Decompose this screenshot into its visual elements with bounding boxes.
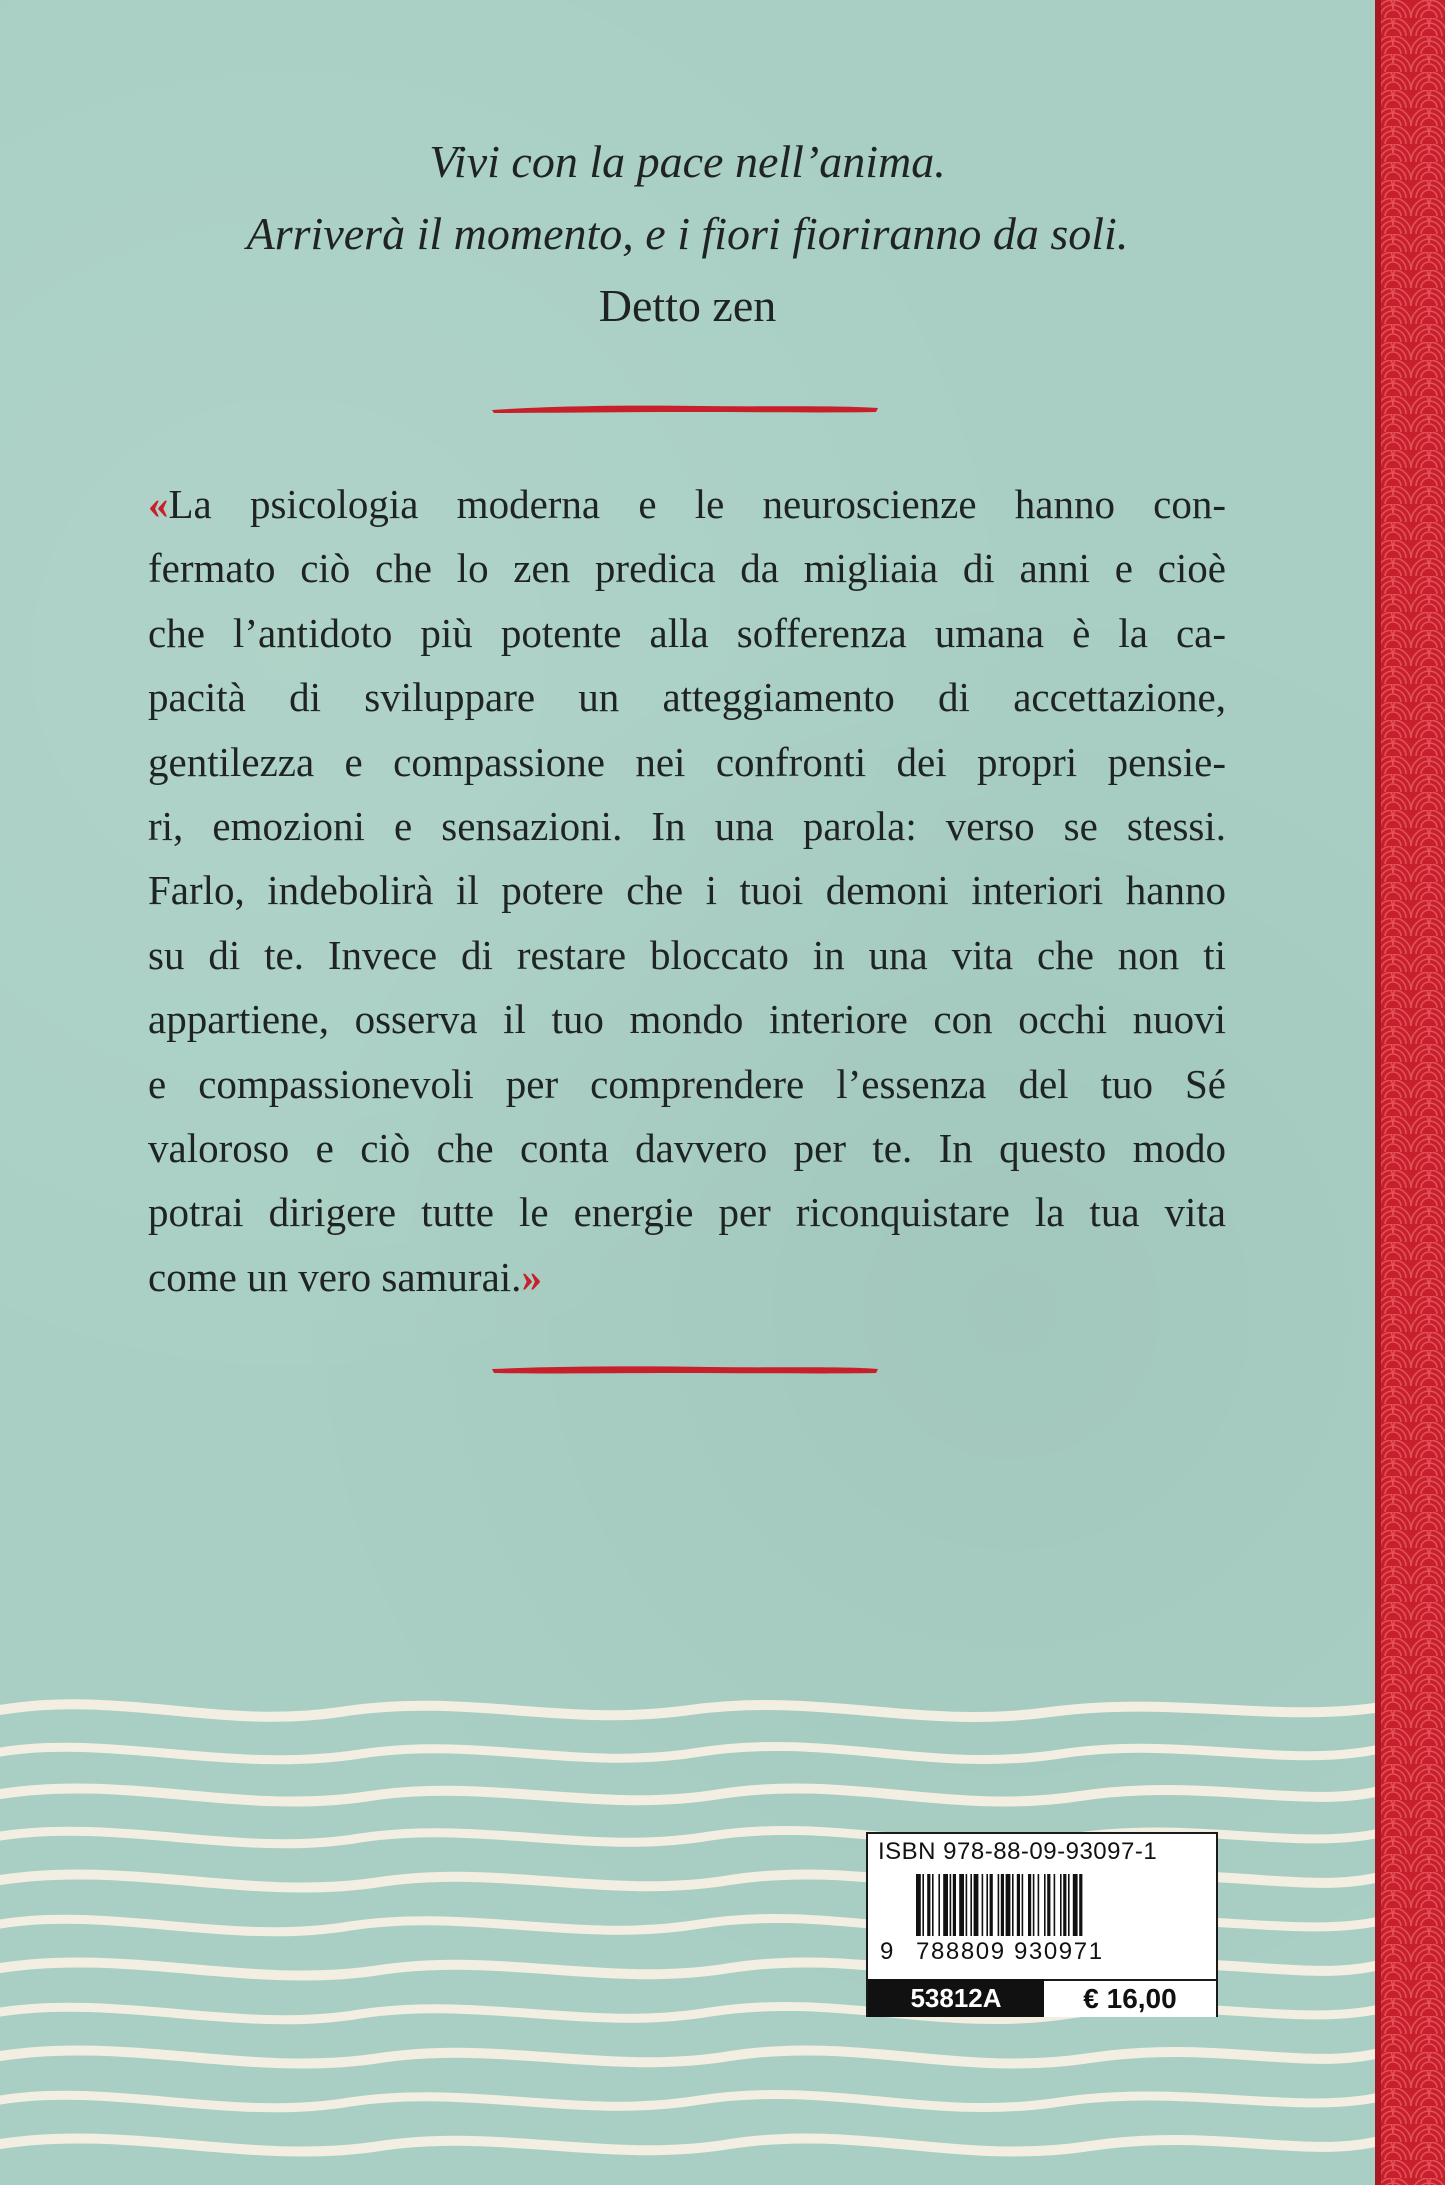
brush-divider-top — [490, 400, 880, 418]
barcode-bar — [1001, 1874, 1004, 1936]
barcode-bar — [943, 1874, 948, 1936]
barcode-bar — [927, 1874, 930, 1936]
ean-first-digit: 9 — [880, 1938, 894, 1965]
epigraph-line-2: Arriverà il momento, e i fiori fioriranno da soli. — [246, 208, 1129, 259]
quote-line: come un vero samurai.» — [148, 1253, 542, 1300]
barcode-bar — [953, 1874, 956, 1936]
isbn-number: ISBN 978-88-09-93097-1 — [878, 1838, 1158, 1865]
quote-line: valoroso e ciò che conta davvero per te. In questo modo — [148, 1124, 1226, 1171]
quote-line: «La psicologia moderna e le neuroscienze hanno con- — [148, 481, 1226, 527]
epigraph-line-1: Vivi con la pace nell’anima. — [429, 136, 946, 187]
barcode-bar — [916, 1874, 921, 1936]
quote-line: Farlo, indebolirà il potere che i tuoi demoni interiori hanno — [148, 867, 1226, 914]
barcode-bar — [1079, 1874, 1082, 1936]
barcode-bar — [1044, 1874, 1046, 1936]
barcode-bar — [982, 1874, 984, 1936]
epigraph — [0, 126, 1375, 342]
price: € 16,00 — [1044, 1979, 1216, 2017]
barcode-bar — [1060, 1874, 1062, 1936]
barcode-bar — [1022, 1874, 1024, 1936]
barcode-bar — [1054, 1874, 1056, 1936]
close-guillemet: » — [521, 1253, 542, 1300]
barcode-bar — [974, 1874, 979, 1936]
quote-line: che l’antidoto più potente alla sofferenza umana è la ca- — [148, 609, 1226, 656]
barcode-bar — [950, 1874, 952, 1936]
quote-line: e compassionevoli per comprendere l’essenza del tuo Sé — [148, 1060, 1226, 1107]
barcode-bar — [932, 1874, 934, 1936]
quote-line: appartiene, osserva il tuo mondo interiore con occhi nuovi — [148, 996, 1226, 1043]
barcode-bar — [959, 1874, 964, 1936]
barcode-bar — [1068, 1874, 1070, 1936]
barcode-bar — [1017, 1874, 1020, 1936]
barcode-bar — [966, 1874, 968, 1936]
barcode-bar — [938, 1874, 940, 1936]
barcode-bar — [970, 1874, 972, 1936]
ean-digits: 788809 930971 — [916, 1938, 1104, 1965]
quote-line: fermato ciò che lo zen predica da migliaia di anni e cioè — [148, 545, 1226, 592]
back-cover-quote — [148, 472, 1226, 1309]
quote-line: pacità di sviluppare un atteggiamento di accettazione, — [148, 674, 1226, 721]
barcode-bar — [1063, 1874, 1066, 1936]
barcode-bar — [1033, 1874, 1035, 1936]
quote-line: ri, emozioni e sensazioni. In una parola: verso se stessi. — [148, 802, 1226, 849]
barcode-bar — [986, 1874, 988, 1936]
barcode-bar — [1012, 1874, 1014, 1936]
isbn-label — [866, 1832, 1218, 2017]
open-guillemet: « — [148, 481, 169, 527]
barcode-bar — [1028, 1874, 1031, 1936]
spine-pattern — [1375, 0, 1445, 2185]
barcode-bar — [1073, 1874, 1078, 1936]
quote-line: su di te. Invece di restare bloccato in una vita che non ti — [148, 931, 1226, 978]
barcode-bar — [1047, 1874, 1050, 1936]
barcode-bar — [922, 1874, 924, 1936]
epigraph-source: Detto zen — [598, 280, 777, 331]
quote-line: gentilezza e compassione nei confronti dei propri pensie- — [148, 738, 1226, 785]
brush-divider-bottom — [490, 1360, 880, 1378]
barcode-bar — [1006, 1874, 1011, 1936]
barcode-bar — [1038, 1874, 1040, 1936]
barcode — [916, 1874, 1206, 1936]
barcode-bar — [998, 1874, 1000, 1936]
barcode-bar — [990, 1874, 993, 1936]
product-code: 53812A — [868, 1979, 1044, 2017]
quote-line: potrai dirigere tutte le energie per riconquistare la tua vita — [148, 1189, 1226, 1236]
